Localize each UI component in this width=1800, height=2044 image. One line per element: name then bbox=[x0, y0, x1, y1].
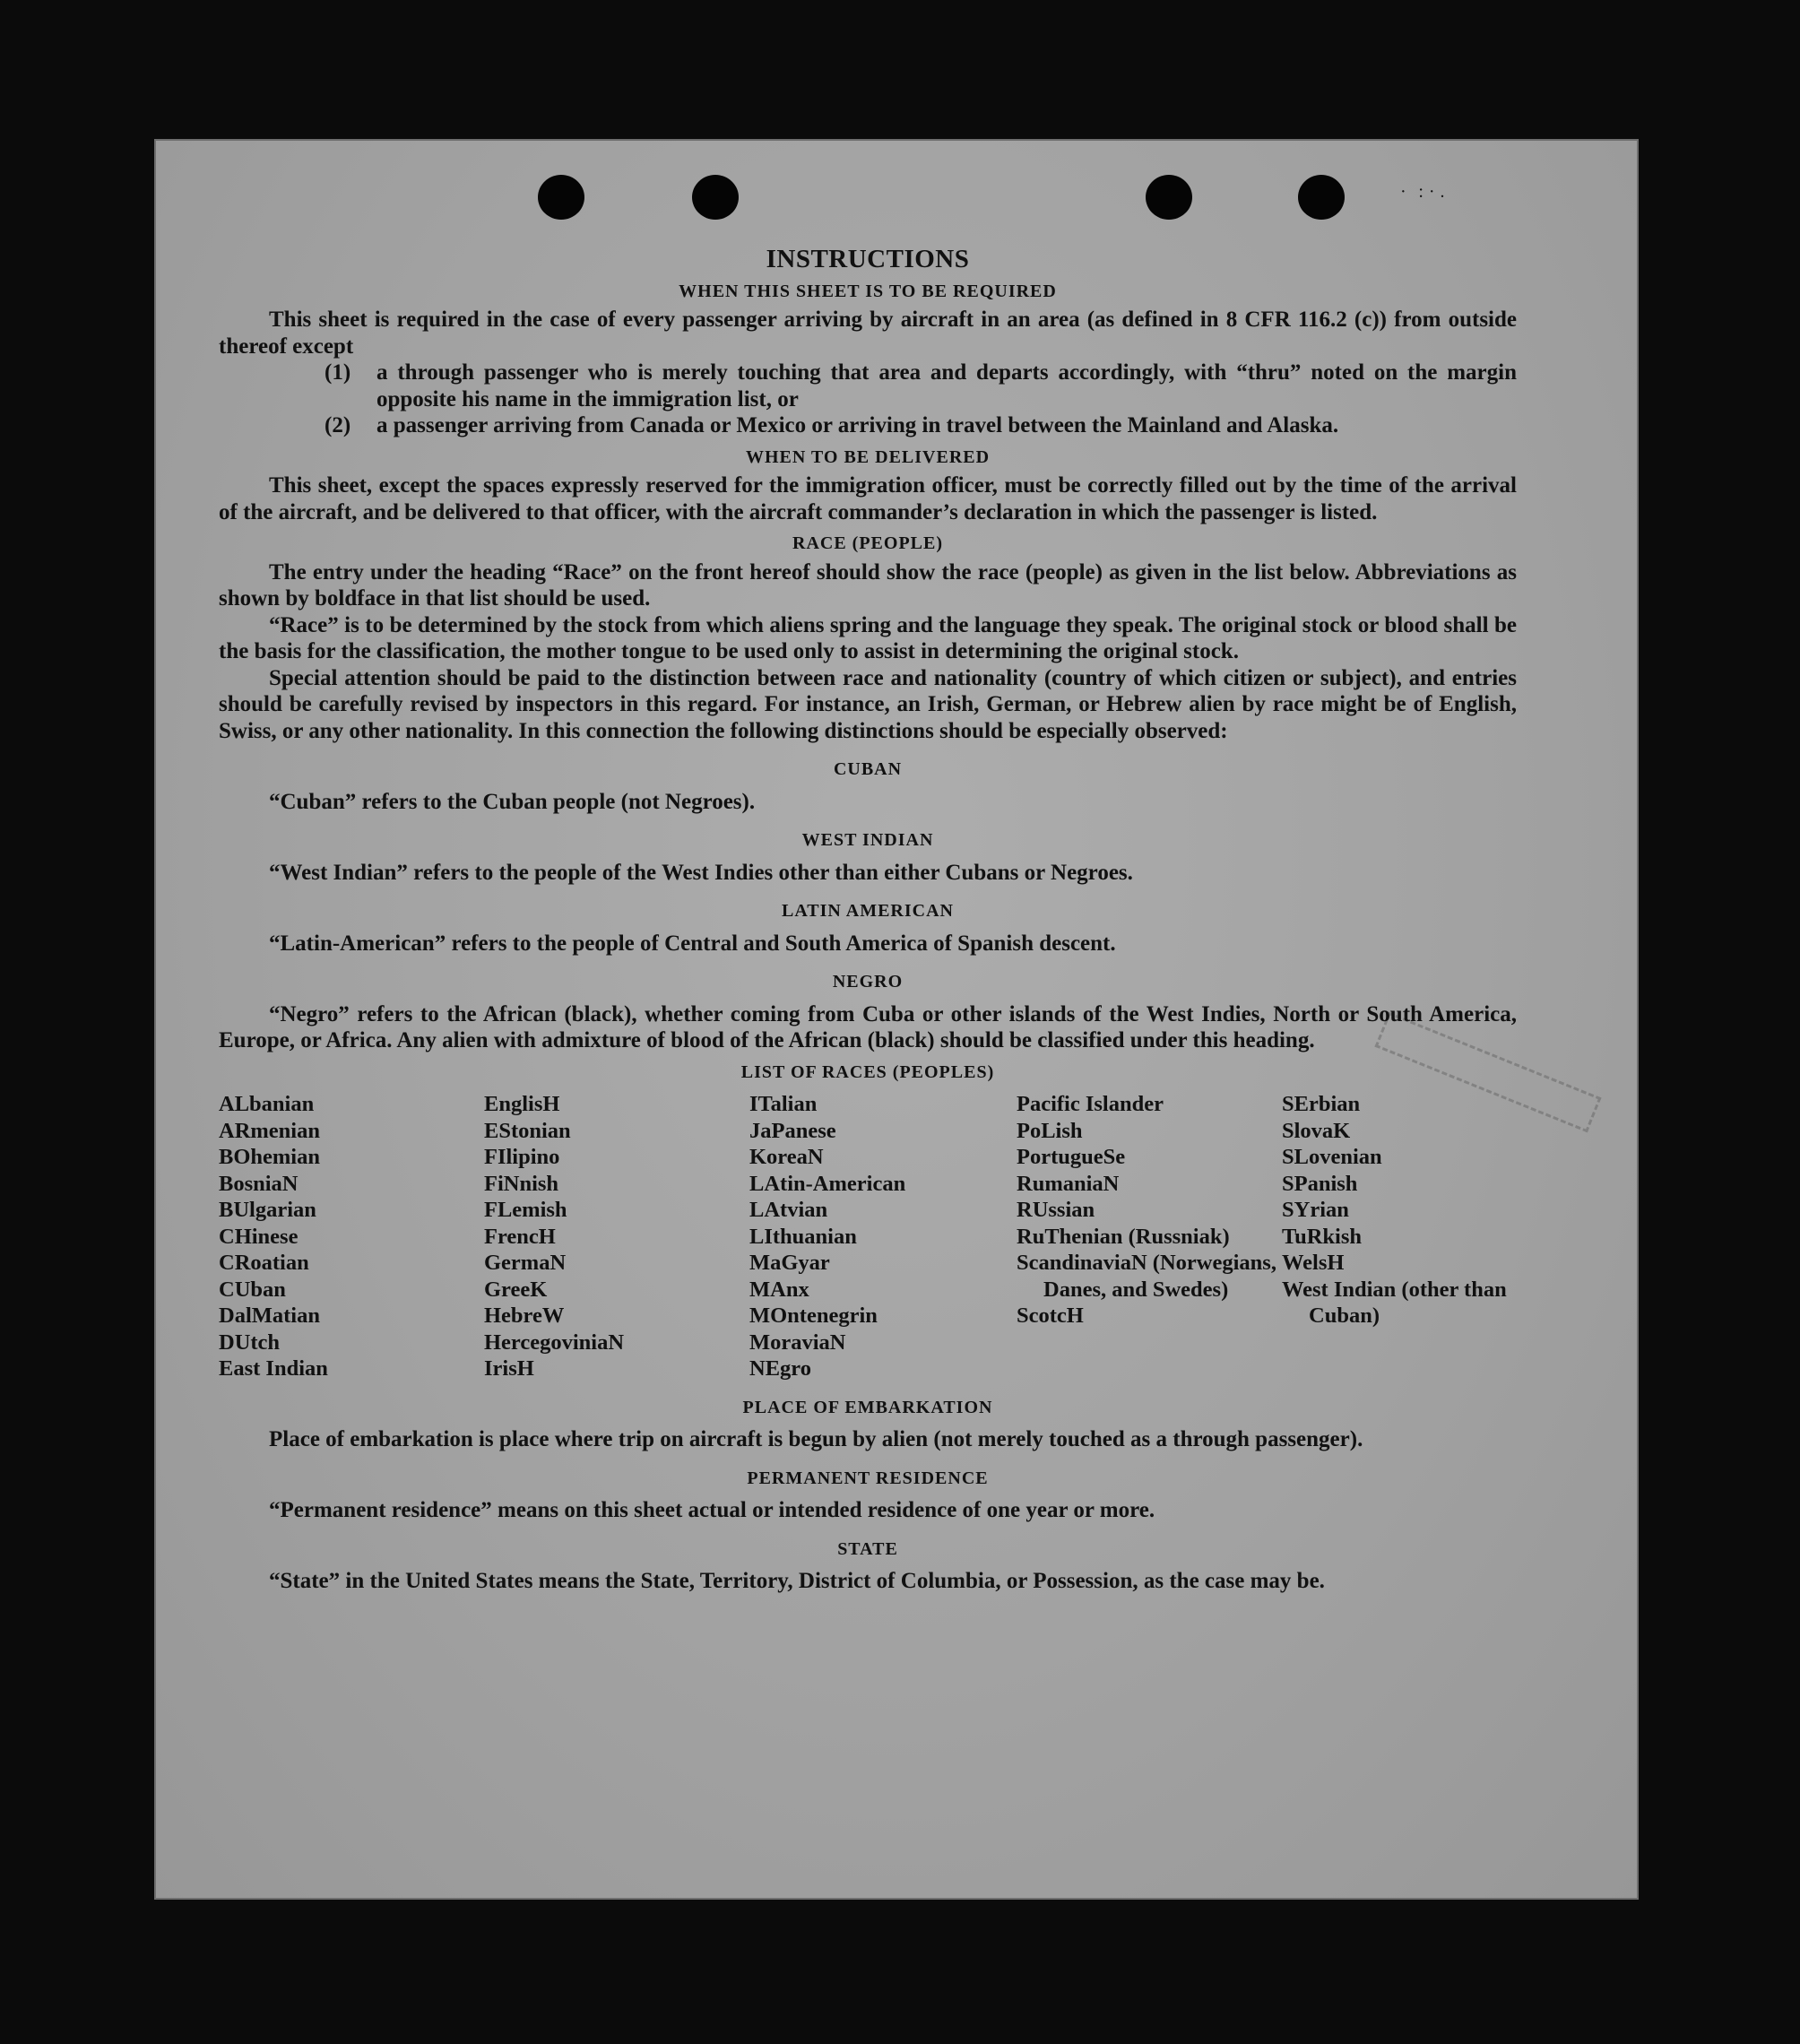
races-column-4 bbox=[1017, 1091, 1282, 1382]
punch-hole-2 bbox=[692, 175, 739, 220]
race-entry: BUlgarian bbox=[219, 1198, 316, 1222]
race-entry: FiNnish bbox=[484, 1171, 559, 1196]
race-entry: FLemish bbox=[484, 1198, 567, 1222]
page-title: INSTRUCTIONS bbox=[766, 245, 970, 273]
race-entry: ScandinaviaN (Norwegians, Danes, and Swedes) bbox=[1017, 1251, 1276, 1302]
race-entry: ScotcH bbox=[1017, 1303, 1084, 1328]
item-text: a passenger arriving from Canada or Mexico or arriving in travel between the Mainland and Alaska. bbox=[376, 413, 1339, 437]
race-paragraph-2: “Race” is to be determined by the stock from which aliens spring and the language they speak. The original stock or blood shall be the basis for the classification, the mother tongue to be used only to assist in determining the original stock. bbox=[219, 612, 1517, 663]
race-entry: RumaniaN bbox=[1017, 1171, 1120, 1196]
races-list bbox=[219, 1091, 1517, 1382]
race-entry: SPanish bbox=[1282, 1171, 1358, 1196]
item-text: a through passenger who is merely touching that area and departs accordingly, with “thru” noted on the margin opposite his name in the immigration list, or bbox=[376, 360, 1517, 411]
race-entry: MaGyar bbox=[749, 1251, 830, 1275]
race-entry: CHinese bbox=[219, 1224, 299, 1249]
race-entry: SErbian bbox=[1282, 1092, 1361, 1116]
race-entry: ITalian bbox=[749, 1092, 818, 1116]
heading-west-indian: WEST INDIAN bbox=[801, 830, 934, 850]
heading-negro: NEGRO bbox=[832, 972, 904, 992]
race-entry: PortugueSe bbox=[1017, 1145, 1126, 1169]
races-column-1 bbox=[219, 1091, 484, 1382]
heading-permanent-residence: PERMANENT RESIDENCE bbox=[747, 1468, 989, 1488]
heading-latin-american: LATIN AMERICAN bbox=[782, 901, 954, 921]
punch-hole-3 bbox=[1146, 175, 1192, 220]
race-entry: JaPanese bbox=[749, 1118, 836, 1143]
race-paragraph-1: The entry under the heading “Race” on the front hereof should show the race (people) as given in the list below. Abbreviations as shown by boldface in that list should be used. bbox=[219, 559, 1517, 611]
race-entry: LAtvian bbox=[749, 1198, 828, 1222]
race-entry: DalMatian bbox=[219, 1303, 320, 1328]
item-number: (1) bbox=[325, 360, 351, 385]
race-entry: KoreaN bbox=[749, 1145, 824, 1169]
state-text: “State” in the United States means the State, Territory, District of Columbia, or Possession, as the case may be. bbox=[269, 1569, 1325, 1593]
item-number: (2) bbox=[325, 413, 351, 437]
race-paragraph-3: Special attention should be paid to the distinction between race and nationality (country of which citizen or subject), and entries should be carefully revised by inspectors in this regard. For instance, an Irish, German, or Hebrew alien by race might be of English, Swiss, or any other nationality. In this connection the following distinctions should be especially observed: bbox=[219, 665, 1517, 743]
races-column-5 bbox=[1282, 1091, 1515, 1382]
race-entry: GreeK bbox=[484, 1277, 548, 1302]
race-entry: TuRkish bbox=[1282, 1224, 1363, 1249]
race-entry: ALbanian bbox=[219, 1092, 315, 1116]
heading-race: RACE (PEOPLE) bbox=[792, 533, 943, 553]
residence-text: “Permanent residence” means on this sheet actual or intended residence of one year or more. bbox=[269, 1498, 1155, 1522]
heading-embarkation: PLACE OF EMBARKATION bbox=[742, 1397, 993, 1417]
required-item-2 bbox=[325, 412, 1517, 439]
ink-specks: · :·. bbox=[1400, 182, 1450, 202]
race-entry: FrencH bbox=[484, 1224, 556, 1249]
heading-required: WHEN THIS SHEET IS TO BE REQUIRED bbox=[679, 281, 1057, 301]
west-indian-text: “West Indian” refers to the people of the West Indies other than either Cubans or Negroes. bbox=[269, 860, 1133, 885]
race-entry: IrisH bbox=[484, 1356, 534, 1381]
race-entry: CRoatian bbox=[219, 1251, 309, 1275]
race-entry: GermaN bbox=[484, 1251, 567, 1275]
race-entry: ARmenian bbox=[219, 1118, 320, 1143]
race-entry: BosniaN bbox=[219, 1171, 299, 1196]
race-entry: EnglisH bbox=[484, 1092, 560, 1116]
latin-american-text: “Latin-American” refers to the people of Central and South America of Spanish descent. bbox=[269, 931, 1116, 956]
race-entry: SlovaK bbox=[1282, 1118, 1351, 1143]
race-entry: NEgro bbox=[749, 1356, 811, 1381]
race-entry: RUssian bbox=[1017, 1198, 1095, 1222]
races-column-3 bbox=[749, 1091, 1017, 1382]
race-entry: West Indian (other than Cuban) bbox=[1282, 1277, 1507, 1328]
heading-cuban: CUBAN bbox=[833, 759, 903, 779]
cuban-text: “Cuban” refers to the Cuban people (not Negroes). bbox=[269, 789, 756, 814]
embarkation-text: Place of embarkation is place where trip on aircraft is begun by alien (not merely touched as a through passenger). bbox=[269, 1427, 1363, 1451]
race-entry: HercegoviniaN bbox=[484, 1329, 625, 1355]
race-entry: CUban bbox=[219, 1277, 286, 1302]
document-sheet bbox=[154, 139, 1639, 1900]
negro-text: “Negro” refers to the African (black), whether coming from Cuba or other islands of the West Indies, North or South America, Europe, or Africa. Any alien with admixture of blood of the African (black) should be classified under this heading. bbox=[219, 1001, 1517, 1052]
race-entry: PoLish bbox=[1017, 1118, 1083, 1143]
race-entry: DUtch bbox=[219, 1329, 281, 1355]
race-entry: MoraviaN bbox=[749, 1329, 846, 1355]
heading-list-of-races: LIST OF RACES (PEOPLES) bbox=[740, 1061, 995, 1082]
race-entry: MAnx bbox=[749, 1277, 809, 1302]
race-entry: East Indian bbox=[219, 1356, 328, 1381]
race-entry: MOntenegrin bbox=[749, 1303, 878, 1328]
race-entry: SLovenian bbox=[1282, 1145, 1382, 1169]
required-item-1 bbox=[325, 359, 1517, 412]
races-column-2 bbox=[484, 1091, 749, 1382]
race-entry: BOhemian bbox=[219, 1145, 320, 1169]
race-entry: LAtin-American bbox=[749, 1171, 906, 1196]
race-entry: HebreW bbox=[484, 1303, 565, 1328]
race-entry: WelsH bbox=[1282, 1251, 1345, 1275]
punch-hole-1 bbox=[538, 175, 584, 220]
punch-hole-4 bbox=[1298, 175, 1345, 220]
race-entry: LIthuanian bbox=[749, 1224, 857, 1249]
instructions-body bbox=[219, 247, 1517, 1595]
race-entry: Pacific Islander bbox=[1017, 1092, 1164, 1116]
race-entry: SYrian bbox=[1282, 1198, 1349, 1222]
race-entry: RuThenian (Russniak) bbox=[1017, 1224, 1230, 1249]
heading-state: STATE bbox=[837, 1538, 898, 1559]
delivered-text: This sheet, except the spaces expressly reserved for the immigration officer, must be correctly filled out by the time of the arrival of the aircraft, and be delivered to that officer, with the aircraft commander’s declaration in which the passenger is listed. bbox=[219, 473, 1517, 524]
heading-delivered: WHEN TO BE DELIVERED bbox=[745, 446, 991, 467]
race-entry: FIlipino bbox=[484, 1145, 560, 1169]
required-intro: This sheet is required in the case of every passenger arriving by aircraft in an area (as defined in 8 CFR 116.2 (c)) from outside thereof except bbox=[219, 307, 1517, 359]
race-entry: EStonian bbox=[484, 1118, 571, 1143]
